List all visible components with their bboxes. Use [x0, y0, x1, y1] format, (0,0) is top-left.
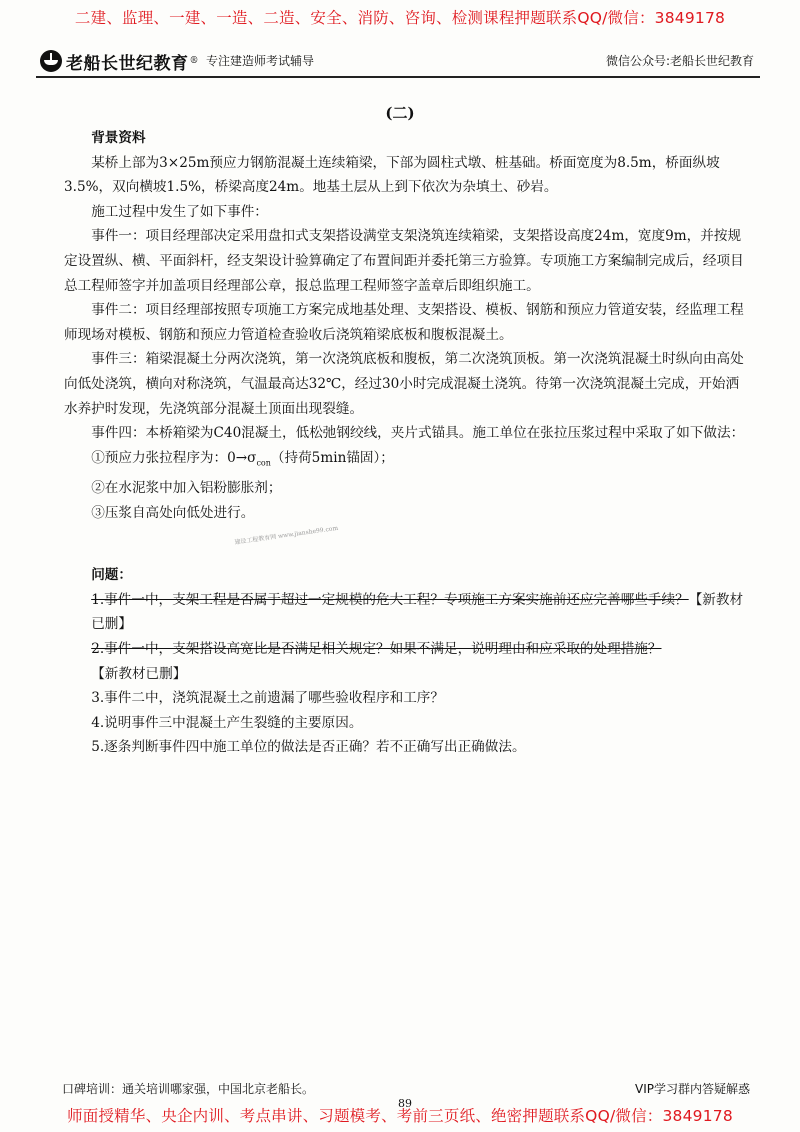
promo-banner-bottom: 师面授精华、央企内训、考点串讲、习题模考、考前三页纸、绝密押题联系QQ/微信：3849178 — [67, 1107, 733, 1125]
footer-vip: VIP学习群内答疑解惑 — [635, 1082, 750, 1096]
event-three: 事件三：箱梁混凝土分两次浇筑，第一次浇筑底板和腹板，第二次浇筑顶板。第一次浇筑混凝土时纵向由高处向低处浇筑，横向对称浇筑，气温最高达32℃，经过30小时完成混凝土浇筑。待第一次浇筑混凝土完成，开始洒水养护时发现，先浇筑部分混凝土顶面出现裂缝。 — [64, 351, 744, 417]
event-one: 事件一：项目经理部决定采用盘扣式支架搭设满堂支架浇筑连续箱梁，支架搭设高度24m，宽度9m，并按规定设置纵、横、平面斜杆，经支架设计验算确定了布置间距并委托第三方验算。专项施工方案编制完成后，经项目总工程师签字并加盖项目经理部公章，报总监理工程师签字盖章后即组织施工。 — [64, 228, 744, 294]
questions-heading: 问题： — [91, 567, 132, 584]
header-tagline: 专注建造师考试辅导 — [206, 54, 315, 68]
brand-logo — [40, 48, 199, 74]
faint-watermark: 建设工程教育网 www.jianshe99.com — [234, 524, 339, 547]
footer-slogan: 口碑培训：通关培训哪家强，中国北京老船长。 — [62, 1082, 315, 1096]
practice-item-2: ②在水泥浆中加入铝粉膨胀剂； — [91, 480, 282, 497]
page-number: 89 — [398, 1097, 412, 1110]
event-two: 事件二：项目经理部按照专项施工方案完成地基处理、支架搭设、模板、钢筋和预应力管道安装，经监理工程师现场对模板、钢筋和预应力管道检查验收后浇筑箱梁底板和腹板混凝土。 — [64, 302, 744, 343]
logo-text: 老船长世纪教育 — [66, 53, 189, 74]
question-2-text: 2.事件一中，支架搭设高宽比是否满足相关规定？如果不满足，说明理由和应采取的处理措施？ — [91, 641, 662, 657]
practice-item-1-text: ①预应力张拉程序为：0→σ — [91, 449, 257, 466]
sigma-subscript: con — [256, 458, 271, 468]
header-divider — [36, 76, 760, 78]
question-5: 5.逐条判断事件四中施工单位的做法是否正确？若不正确写出正确做法。 — [91, 739, 526, 756]
promo-banner-top: 二建、监理、一建、一造、二造、安全、消防、咨询、检测课程押题联系QQ/微信：3849178 — [74, 9, 726, 27]
section-title: (二) — [385, 104, 415, 122]
question-1 — [64, 588, 750, 637]
header-wechat: 微信公众号:老船长世纪教育 — [605, 54, 754, 68]
practice-item-1-tail: （持荷5min锚固）； — [270, 449, 394, 466]
event-four: 事件四：本桥箱梁为C40混凝土，低松弛钢绞线，夹片式锚具。施工单位在张拉压浆过程中采取了如下做法： — [91, 425, 745, 442]
question-2-tag: 【新教材已删】 — [91, 665, 187, 682]
question-2 — [64, 637, 750, 686]
ship-logo-icon — [40, 50, 62, 72]
registered-mark: ® — [189, 56, 199, 66]
question-3: 3.事件二中，浇筑混凝土之前遗漏了哪些验收程序和工序？ — [91, 690, 444, 707]
document-body — [64, 126, 750, 760]
background-heading: 背景资料 — [91, 130, 146, 146]
background-paragraph: 某桥上部为3×25m预应力钢筋混凝土连续箱梁，下部为圆柱式墩、桩基础。桥面宽度为8.5m，桥面纵坡3.5%，双向横坡1.5%，桥梁高度24m。地基土层从上到下依次为杂填土、砂岩。 — [64, 154, 720, 196]
question-1-tag: 【新教材已删】 — [91, 591, 744, 633]
events-intro: 施工过程中发生了如下事件： — [91, 203, 268, 220]
practice-item-1 — [64, 446, 750, 476]
question-1-text: 1.事件一中，支架工程是否属于超过一定规模的危大工程？专项施工方案实施前还应完善哪些手续？ — [91, 591, 689, 608]
question-4: 4.说明事件三中混凝土产生裂缝的主要原因。 — [91, 714, 363, 731]
practice-item-3: ③压浆自高处向低处进行。 — [91, 504, 255, 521]
